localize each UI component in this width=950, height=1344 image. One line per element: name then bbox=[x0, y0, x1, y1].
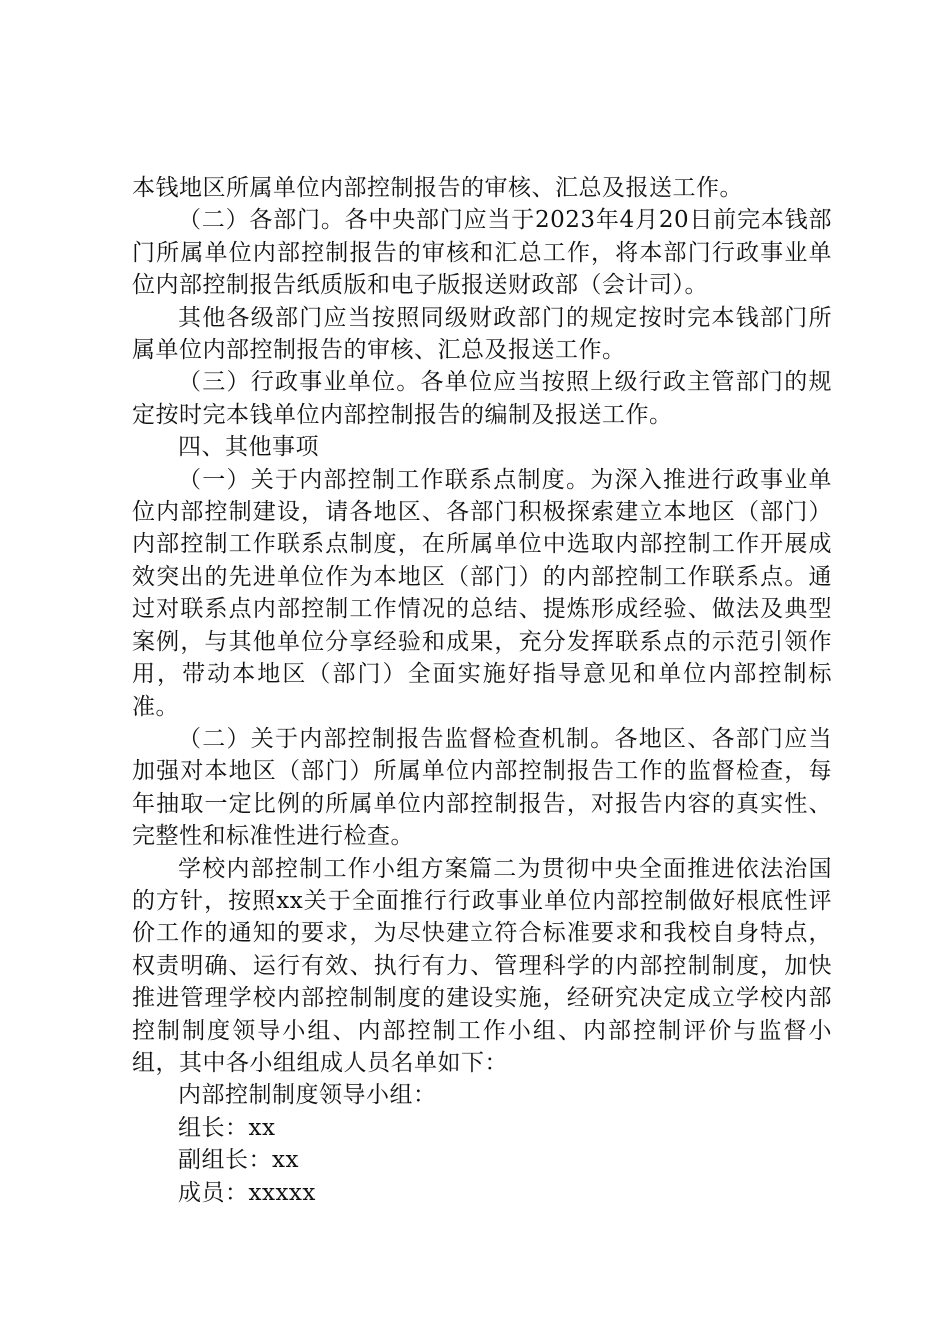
group-title: 内部控制制度领导小组： bbox=[178, 1082, 437, 1109]
paragraph: 学校内部控制工作小组方案篇二为贯彻中央全面推进依法治国的方针，按照xx关于全面推行行政事业单位内部控制做好根底性评价工作的通知的要求，为尽快建立符合标准要求和我校自身特点，权责明确、运行有效、执行有力、管理科学的内部控制制度，加快推进管理学校内部控制制度的建设实施，经研究决定成立学校内部控制制度领导小组、内部控制工作小组、内部控制评价与监督小组，其中各小组组成人员名单如下： bbox=[132, 855, 832, 1076]
member-line: 组长：xx bbox=[178, 1114, 276, 1141]
paragraph: （一）关于内部控制工作联系点制度。为深入推进行政事业单位内部控制建设，请各地区、各部门积极探索建立本地区（部门）内部控制工作联系点制度，在所属单位中选取内部控制工作开展成效突出的先进单位作为本地区（部门）的内部控制工作联系点。通过对联系点内部控制工作情况的总结、提炼形成经验、做法及典型案例，与其他单位分享经验和成果，充分发挥联系点的示范引领作用，带动本地区（部门）全面实施好指导意见和单位内部控制标准。 bbox=[132, 466, 832, 720]
document-body bbox=[132, 172, 832, 1209]
paragraph: （三）行政事业单位。各单位应当按照上级行政主管部门的规定按时完本钱单位内部控制报告的编制及报送工作。 bbox=[132, 369, 832, 428]
paragraph: 其他各级部门应当按照同级财政部门的规定按时完本钱部门所属单位内部控制报告的审核、汇总及报送工作。 bbox=[132, 304, 832, 364]
paragraph: 本钱地区所属单位内部控制报告的审核、汇总及报送工作。 bbox=[132, 175, 743, 201]
member-line: 副组长：xx bbox=[178, 1147, 299, 1174]
section-heading: 四、其他事项 bbox=[178, 434, 319, 461]
member-line: 成员：xxxxx bbox=[178, 1179, 316, 1206]
paragraph: （二）关于内部控制报告监督检查机制。各地区、各部门应当加强对本地区（部门）所属单位内部控制报告工作的监督检查，每年抽取一定比例的所属单位内部控制报告，对报告内容的真实性、完整性和标准性进行检查。 bbox=[132, 725, 832, 850]
paragraph: （二）各部门。各中央部门应当于2023年4月20日前完本钱部门所属单位内部控制报告的审核和汇总工作，将本部门行政事业单位内部控制报告纸质版和电子版报送财政部（会计司）。 bbox=[132, 207, 832, 299]
